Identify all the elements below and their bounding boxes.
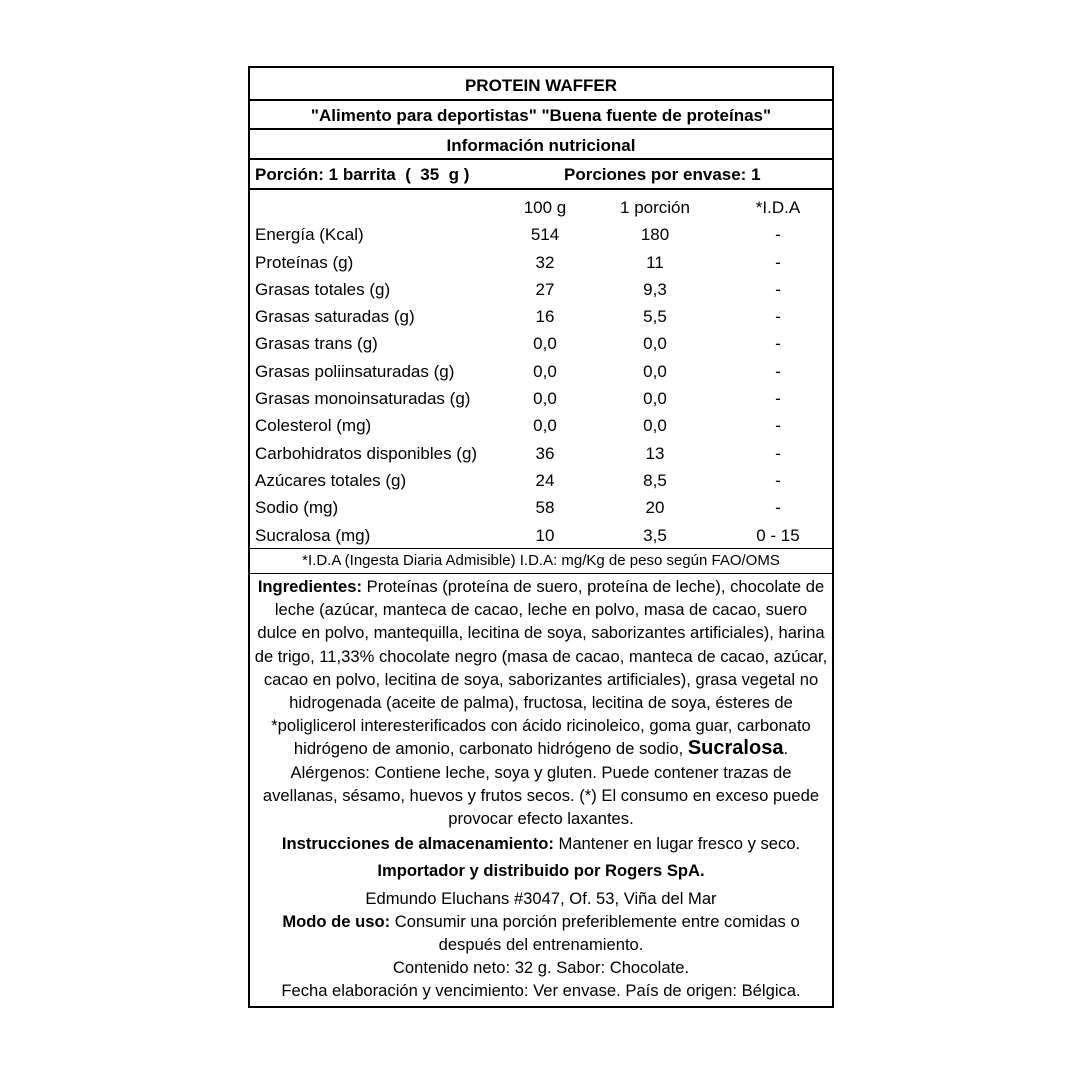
portion-row — [250, 161, 832, 188]
nutrient-name: Grasas saturadas (g) — [255, 307, 415, 327]
value-per100: 0,0 — [533, 389, 557, 409]
value-per-portion: 0,0 — [643, 334, 667, 354]
value-ida: 0 - 15 — [756, 525, 800, 545]
value-per100: 27 — [535, 279, 555, 299]
net-content: Contenido neto: 32 g. Sabor: Chocolate. — [392, 958, 690, 978]
nutrient-name: Grasas trans (g) — [255, 334, 378, 354]
ingredients-highlight: Sucralosa — [687, 737, 784, 760]
value-per-portion: 5,5 — [643, 307, 667, 327]
table-row — [250, 412, 832, 439]
ingredients-paragraph — [254, 575, 828, 830]
nutrient-name: Energía (Kcal) — [255, 225, 364, 245]
value-per100: 514 — [530, 225, 560, 245]
nutrition-table — [250, 194, 832, 549]
value-ida: - — [775, 470, 781, 490]
table-row — [250, 494, 832, 521]
value-per100: 36 — [535, 443, 555, 463]
value-per100: 10 — [535, 525, 555, 545]
value-per100: 24 — [535, 470, 555, 490]
header-ida: *I.D.A — [755, 198, 801, 217]
table-row — [250, 385, 832, 412]
importer: Importador y distribuido por Rogers SpA. — [377, 861, 705, 881]
value-ida: - — [775, 361, 781, 381]
value-ida: - — [775, 307, 781, 327]
header-per100: 100 g — [523, 198, 567, 217]
value-ida: - — [775, 225, 781, 245]
table-header — [250, 194, 832, 221]
address: Edmundo Eluchans #3047, Of. 53, Viña del Mar — [365, 888, 717, 908]
value-per100: 0,0 — [533, 334, 557, 354]
value-per-portion: 8,5 — [643, 470, 667, 490]
value-per100: 32 — [535, 252, 555, 272]
nutrient-name: Grasas poliinsaturadas (g) — [255, 361, 455, 381]
value-per100: 58 — [535, 498, 555, 518]
value-per-portion: 20 — [645, 498, 665, 518]
table-row — [250, 467, 832, 494]
nutrient-name: Sucralosa (mg) — [255, 525, 371, 545]
nutrient-name: Colesterol (mg) — [255, 416, 372, 436]
table-row — [250, 221, 832, 248]
value-per100: 0,0 — [533, 361, 557, 381]
nutrient-name: Grasas monoinsaturadas (g) — [255, 389, 471, 409]
value-ida: - — [775, 498, 781, 518]
divider — [250, 573, 832, 574]
value-per-portion: 3,5 — [643, 525, 667, 545]
value-per-portion: 9,3 — [643, 279, 667, 299]
product-claims: "Alimento para deportistas" "Buena fuente de proteínas" — [310, 106, 772, 125]
usage-text: Consumir una porción preferiblemente entre comidas o después del entrenamiento. — [390, 911, 800, 955]
value-ida: - — [775, 334, 781, 354]
nutrition-title: Información nutricional — [446, 136, 636, 155]
storage-text: Mantener en lugar fresco y seco. — [553, 834, 801, 854]
divider — [250, 188, 832, 190]
header-per-portion: 1 porción — [620, 198, 690, 217]
storage-label: Instrucciones de almacenamiento: — [281, 834, 554, 854]
value-per-portion: 0,0 — [643, 361, 667, 381]
value-per-portion: 180 — [640, 225, 670, 245]
nutrient-name: Proteínas (g) — [255, 252, 354, 272]
ingredients-label: Ingredientes: — [257, 577, 363, 596]
divider — [250, 128, 832, 130]
nutrient-name: Grasas totales (g) — [255, 279, 391, 299]
table-row — [250, 358, 832, 385]
ingredients-block — [254, 575, 828, 1003]
value-per100: 16 — [535, 307, 555, 327]
value-per-portion: 0,0 — [643, 416, 667, 436]
ingredients-text-2: . Alérgenos: Contiene leche, soya y gluten. Puede contener trazas de avellanas, sésamo, huevos y frutos secos. (*) El consumo en exceso puede provocar efecto laxantes. — [262, 739, 820, 829]
table-row — [250, 303, 832, 330]
nutrient-name: Carbohidratos disponibles (g) — [255, 443, 478, 463]
usage-paragraph — [254, 910, 828, 956]
usage-label: Modo de uso: — [282, 911, 391, 931]
portions-per-pack: Porciones por envase: 1 — [564, 165, 761, 184]
nutrition-label — [248, 66, 834, 1008]
value-per-portion: 0,0 — [643, 389, 667, 409]
value-ida: - — [775, 279, 781, 299]
portion-size: Porción: 1 barrita ( 35 g ) — [255, 165, 470, 184]
ingredients-text-1: Proteínas (proteína de suero, proteína de leche), chocolate de leche (azúcar, manteca de cacao, leche en polvo, masa de cacao, suero dulce en polvo, mantequilla, lecitina de soya, saborizantes artificiales), harina de trigo, 11,33% chocolate negro (masa de cacao, manteca de cacao, azúcar, cacao en polvo, lecitina de soya, saborizantes artificiales), grasa vegetal no hidrogenada (aceite de palma), fructosa, lecitina de soya, ésteres de *poliglicerol interesterificados con ácido ricinoleico, goma guar, carbonato hidrógeno de amonio, carbonato hidrógeno de sodio, — [254, 577, 828, 759]
value-ida: - — [775, 389, 781, 409]
table-row — [250, 276, 832, 303]
product-name: PROTEIN WAFFER — [464, 76, 618, 95]
storage-paragraph — [254, 832, 828, 855]
divider — [250, 158, 832, 160]
nutrient-name: Azúcares totales (g) — [255, 470, 407, 490]
table-row — [250, 249, 832, 276]
divider — [250, 99, 832, 101]
value-per100: 0,0 — [533, 416, 557, 436]
table-row — [250, 440, 832, 467]
value-ida: - — [775, 443, 781, 463]
dates-origin: Fecha elaboración y vencimiento: Ver envase. País de origen: Bélgica. — [281, 981, 801, 1001]
value-ida: - — [775, 252, 781, 272]
value-ida: - — [775, 416, 781, 436]
nutrient-name: Sodio (mg) — [255, 498, 339, 518]
value-per-portion: 13 — [645, 443, 665, 463]
value-per-portion: 11 — [646, 252, 664, 272]
table-row — [250, 330, 832, 357]
table-row — [250, 522, 832, 549]
ida-note: *I.D.A (Ingesta Diaria Admisible) I.D.A: mg/Kg de peso según FAO/OMS — [302, 552, 780, 569]
